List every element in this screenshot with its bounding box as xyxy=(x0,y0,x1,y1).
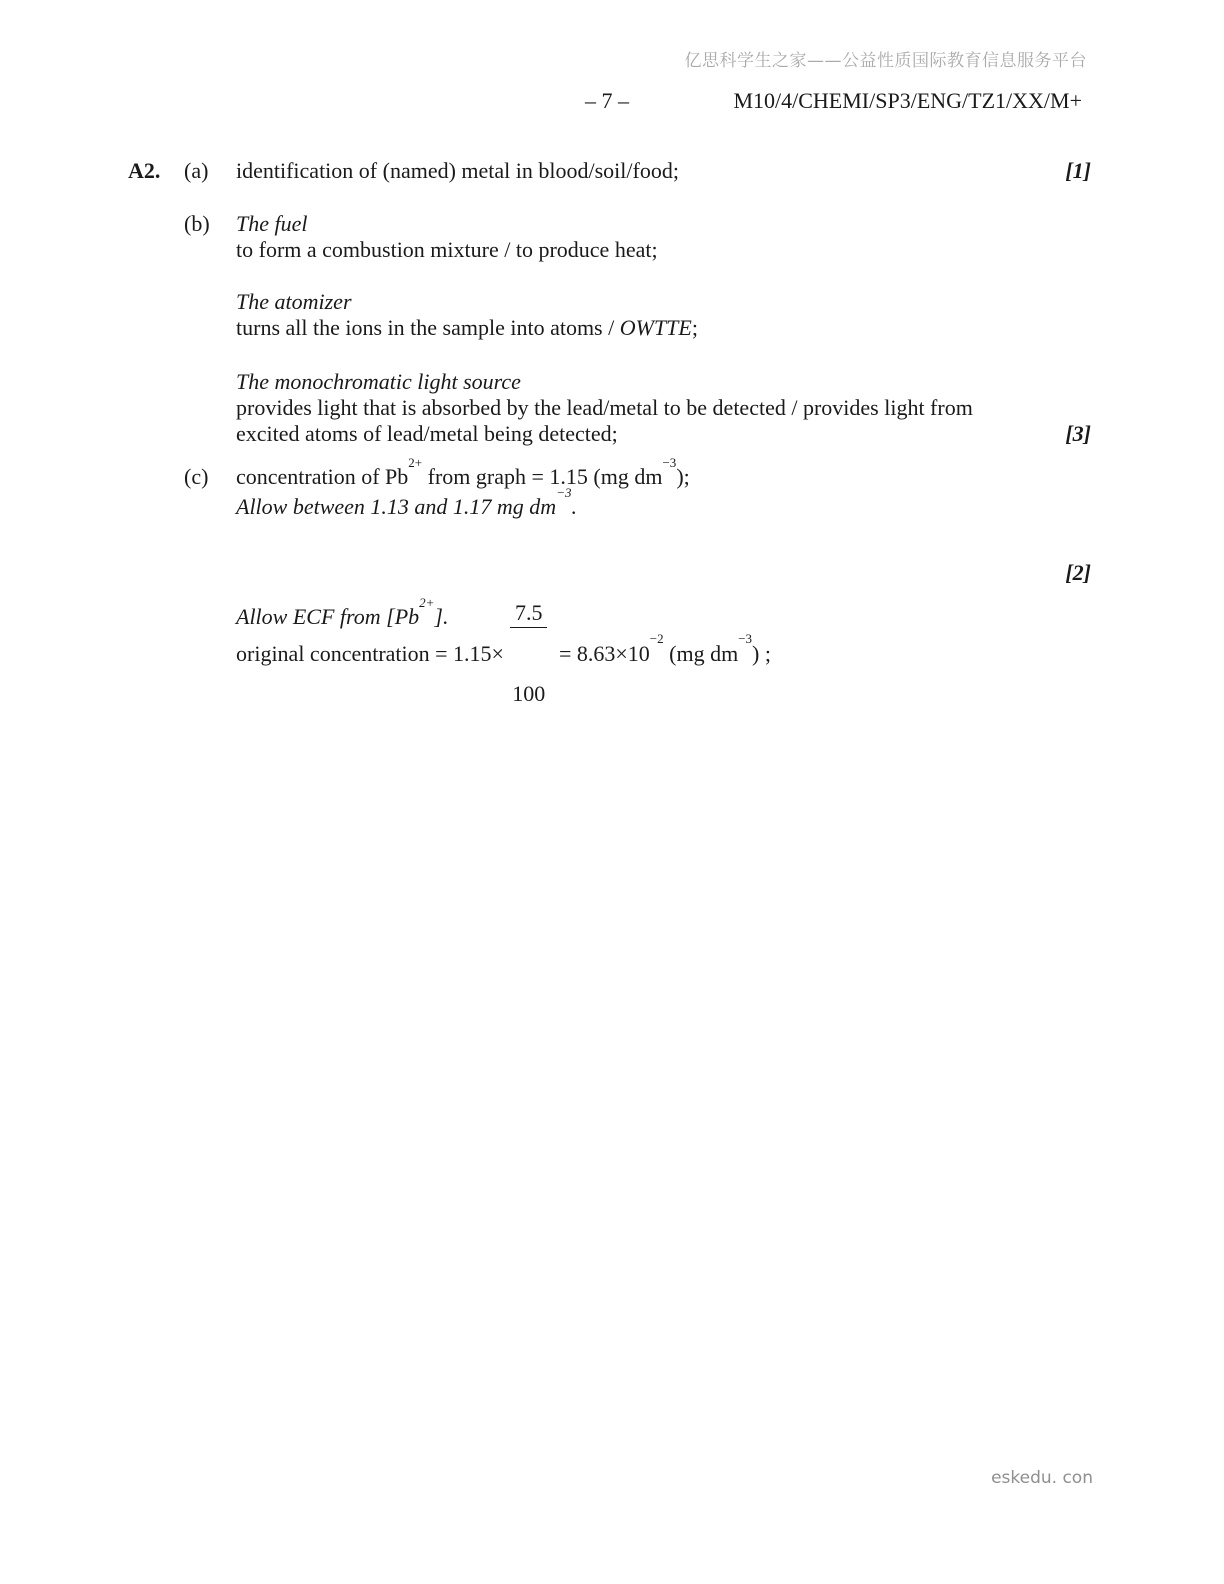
fuel-answer: to form a combustion mixture / to produce heat; xyxy=(236,237,658,262)
graph-line-mid: from graph = 1.15 (mg dm xyxy=(422,464,663,489)
allow-range-text: Allow between 1.13 and 1.17 mg dm xyxy=(236,494,557,519)
part-a-marks: [1] xyxy=(1065,158,1091,183)
equation-result-text: = 8.63×10 xyxy=(553,640,650,666)
footer-watermark: eskedu. con xyxy=(991,1468,1093,1488)
equation-lead: original concentration = 1.15× xyxy=(236,640,504,666)
allow-range-end: . xyxy=(571,494,577,519)
allow-ecf-note xyxy=(236,594,449,630)
allow-ecf-superscript: 2+ xyxy=(419,594,435,610)
part-a-label: (a) xyxy=(184,158,209,183)
atomizer-owtte: OWTTE xyxy=(619,315,692,340)
original-concentration-equation xyxy=(236,548,771,759)
pb-charge-superscript: 2+ xyxy=(408,454,423,470)
light-source-heading: The monochromatic light source xyxy=(236,369,521,394)
allow-ecf-end: ]. xyxy=(434,604,449,629)
part-c-marks: [2] xyxy=(1065,560,1091,585)
graph-concentration-line xyxy=(236,454,690,490)
unit-exponent-superscript: −3 xyxy=(662,454,677,470)
part-c-label: (c) xyxy=(184,464,209,489)
graph-line-end: ); xyxy=(676,464,690,489)
header-watermark-cn: 亿思科学生之家——公益性质国际教育信息服务平台 xyxy=(684,51,1087,71)
result-exponent-superscript: −2 xyxy=(649,631,664,647)
paper-code: M10/4/CHEMI/SP3/ENG/TZ1/XX/M+ xyxy=(733,88,1082,113)
allow-range-note xyxy=(236,484,577,520)
equation-end: ) ; xyxy=(752,640,771,666)
unit-exponent-superscript-2: −3 xyxy=(738,631,753,647)
equation-fraction xyxy=(510,548,548,759)
atomizer-answer-text: turns all the ions in the sample into atoms / xyxy=(236,315,620,340)
part-b-marks: [3] xyxy=(1065,421,1091,446)
question-number: A2. xyxy=(128,158,161,183)
allow-ecf-text: Allow ECF from [Pb xyxy=(236,604,420,629)
graph-line-text: concentration of Pb xyxy=(236,464,409,489)
fuel-heading: The fuel xyxy=(236,211,308,236)
light-source-answer-line2: excited atoms of lead/metal being detected; xyxy=(236,421,618,446)
fraction-denominator: 100 xyxy=(512,681,546,706)
light-source-answer-line1: provides light that is absorbed by the lead/metal to be detected / provides light from xyxy=(236,395,973,420)
page-number: – 7 – xyxy=(585,88,629,113)
atomizer-answer-end: ; xyxy=(691,315,698,340)
part-a-answer: identification of (named) metal in blood/soil/food; xyxy=(236,158,679,183)
part-b-label: (b) xyxy=(184,211,210,236)
equation-result xyxy=(553,631,771,667)
equation-unit: (mg dm xyxy=(663,640,739,666)
allow-range-superscript: −3 xyxy=(556,484,572,500)
fraction-numerator: 7.5 xyxy=(510,600,548,628)
atomizer-answer xyxy=(236,315,698,341)
atomizer-heading: The atomizer xyxy=(236,289,352,314)
